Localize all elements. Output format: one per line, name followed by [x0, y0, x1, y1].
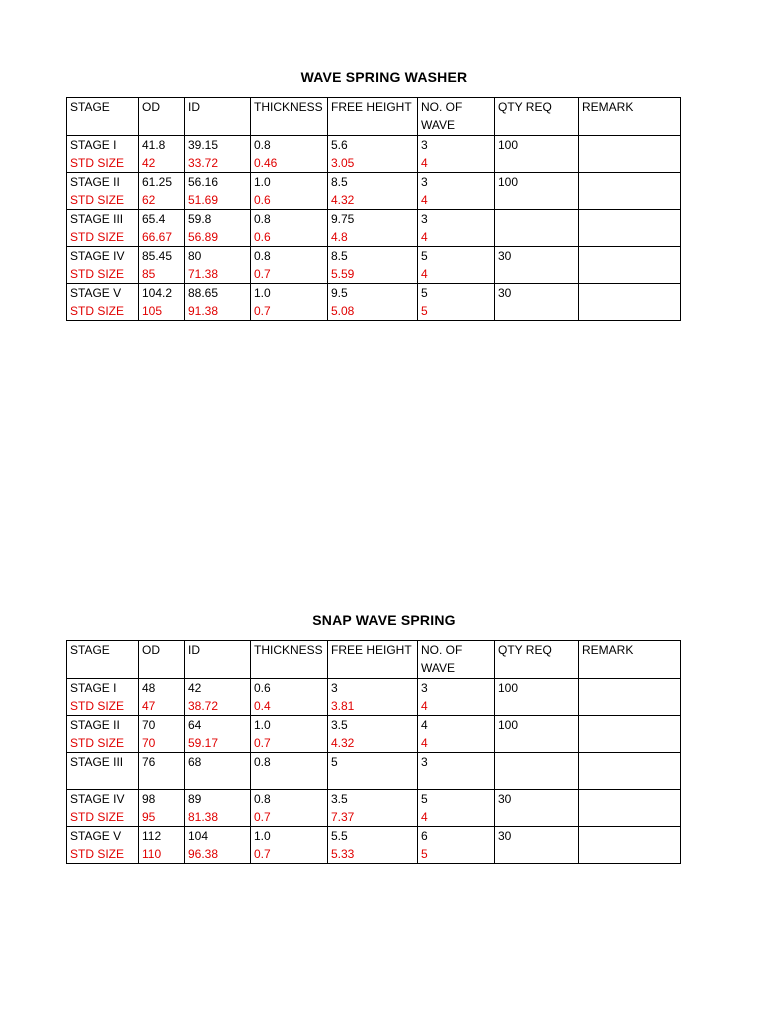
id-value: 42	[188, 681, 202, 695]
free-height-cell	[328, 247, 418, 284]
stage-std-value: STD SIZE	[70, 846, 125, 861]
id-std-value: 38.72	[188, 698, 219, 713]
od-value: 104.2	[142, 286, 173, 300]
stage-cell	[67, 716, 139, 753]
free-height-value: 9.5	[331, 286, 348, 300]
table-header-row	[67, 98, 681, 136]
thickness-std-value: 0.4	[254, 698, 271, 713]
thickness-value: 0.8	[254, 755, 271, 769]
thickness-value: 1.0	[254, 718, 271, 732]
thickness-std-value: 0.7	[254, 846, 271, 861]
stage-cell	[67, 210, 139, 247]
id-value: 104	[188, 829, 209, 843]
qty-value: 30	[498, 829, 512, 843]
table-row	[67, 136, 681, 173]
qty-value	[498, 754, 578, 772]
stage-cell	[67, 247, 139, 284]
stage-value: STAGE V	[70, 286, 122, 300]
id-value: 89	[188, 792, 202, 806]
stage-std-value: STD SIZE	[70, 266, 125, 281]
wave-spring-washer-table	[66, 97, 681, 321]
thickness-cell	[251, 827, 328, 864]
free-height-cell	[328, 679, 418, 716]
free-height-value: 9.75	[331, 212, 355, 226]
thickness-value: 1.0	[254, 175, 271, 189]
waves-cell	[418, 679, 495, 716]
od-cell	[139, 679, 185, 716]
waves-value: 5	[421, 249, 428, 263]
free-height-cell	[328, 210, 418, 247]
remark-value	[582, 211, 680, 229]
free-height-std-value: 3.05	[331, 155, 355, 170]
waves-value: 3	[421, 175, 428, 189]
id-cell	[185, 173, 251, 210]
thickness-value: 0.8	[254, 792, 271, 806]
od-cell	[139, 247, 185, 284]
id-cell	[185, 679, 251, 716]
header-stage: STAGE	[67, 641, 139, 679]
od-std-value: 95	[142, 809, 156, 824]
header-free-height: FREE HEIGHT	[328, 98, 418, 136]
qty-value: 30	[498, 792, 512, 806]
remark-value	[582, 791, 680, 809]
id-std-value: 56.89	[188, 229, 219, 244]
stage-value: STAGE I	[70, 138, 117, 152]
header-remark: REMARK	[579, 641, 681, 679]
stage-std-value: STD SIZE	[70, 809, 125, 824]
stage-cell	[67, 753, 139, 790]
stage-value: STAGE I	[70, 681, 117, 695]
id-value: 39.15	[188, 138, 219, 152]
remark-cell	[579, 136, 681, 173]
header-thickness: THICKNESS	[251, 641, 328, 679]
thickness-cell	[251, 716, 328, 753]
od-value: 70	[142, 718, 156, 732]
id-std-value: 59.17	[188, 735, 219, 750]
free-height-cell	[328, 790, 418, 827]
qty-cell	[495, 136, 579, 173]
id-std-value: 91.38	[188, 303, 219, 318]
remark-value	[582, 248, 680, 266]
qty-value: 30	[498, 286, 512, 300]
free-height-value: 8.5	[331, 249, 348, 263]
waves-cell	[418, 827, 495, 864]
remark-cell	[579, 173, 681, 210]
stage-value: STAGE II	[70, 718, 120, 732]
free-height-std-value: 4.8	[331, 229, 348, 244]
id-value: 59.8	[188, 212, 212, 226]
remark-cell	[579, 679, 681, 716]
stage-value: STAGE IV	[70, 792, 125, 806]
thickness-std-value: 0.7	[254, 735, 271, 750]
id-std-value: 96.38	[188, 846, 219, 861]
thickness-value: 0.8	[254, 249, 271, 263]
waves-cell	[418, 173, 495, 210]
od-std-value: 47	[142, 698, 156, 713]
remark-cell	[579, 716, 681, 753]
stage-std-value: STD SIZE	[70, 155, 125, 170]
free-height-value: 5.6	[331, 138, 348, 152]
stage-cell	[67, 136, 139, 173]
remark-value	[582, 754, 680, 772]
qty-value: 100	[498, 175, 519, 189]
remark-value	[582, 680, 680, 698]
header-no-of-wave: NO. OF WAVE	[418, 641, 495, 679]
id-value: 56.16	[188, 175, 219, 189]
free-height-std-value: 3.81	[331, 698, 355, 713]
id-value: 80	[188, 249, 202, 263]
od-value: 61.25	[142, 175, 173, 189]
thickness-cell	[251, 753, 328, 790]
stage-cell	[67, 173, 139, 210]
thickness-value: 0.8	[254, 138, 271, 152]
free-height-value: 5.5	[331, 829, 348, 843]
waves-value: 3	[421, 138, 428, 152]
table-row	[67, 210, 681, 247]
od-value: 65.4	[142, 212, 166, 226]
od-cell	[139, 753, 185, 790]
thickness-cell	[251, 247, 328, 284]
qty-value: 100	[498, 718, 519, 732]
table-row	[67, 790, 681, 827]
remark-cell	[579, 210, 681, 247]
free-height-cell	[328, 716, 418, 753]
od-cell	[139, 136, 185, 173]
free-height-value: 3.5	[331, 718, 348, 732]
od-std-value: 62	[142, 192, 156, 207]
waves-std-value: 4	[421, 698, 428, 713]
remark-cell	[579, 247, 681, 284]
table-row	[67, 716, 681, 753]
od-cell	[139, 210, 185, 247]
od-cell	[139, 716, 185, 753]
id-cell	[185, 716, 251, 753]
remark-value	[582, 717, 680, 735]
qty-cell	[495, 679, 579, 716]
qty-cell	[495, 716, 579, 753]
header-remark: REMARK	[579, 98, 681, 136]
id-cell	[185, 247, 251, 284]
stage-std-value: STD SIZE	[70, 229, 125, 244]
waves-std-value: 4	[421, 155, 428, 170]
od-cell	[139, 284, 185, 321]
od-value: 112	[142, 829, 162, 843]
thickness-value: 1.0	[254, 829, 271, 843]
remark-cell	[579, 827, 681, 864]
snap-wave-spring-title: SNAP WAVE SPRING	[312, 612, 456, 628]
stage-cell	[67, 284, 139, 321]
table-row	[67, 679, 681, 716]
od-std-value: 42	[142, 155, 156, 170]
wave-spring-washer-title: WAVE SPRING WASHER	[300, 69, 468, 85]
stage-std-value: STD SIZE	[70, 303, 125, 318]
thickness-value: 0.6	[254, 681, 271, 695]
id-cell	[185, 827, 251, 864]
thickness-std-value: 0.6	[254, 229, 271, 244]
od-value: 98	[142, 792, 156, 806]
od-value: 48	[142, 681, 156, 695]
thickness-value: 0.8	[254, 212, 271, 226]
waves-cell	[418, 753, 495, 790]
free-height-cell	[328, 284, 418, 321]
free-height-cell	[328, 136, 418, 173]
header-id: ID	[185, 641, 251, 679]
stage-value: STAGE III	[70, 755, 124, 769]
od-std-value: 70	[142, 735, 156, 750]
od-cell	[139, 173, 185, 210]
id-std-value: 71.38	[188, 266, 219, 281]
waves-cell	[418, 247, 495, 284]
stage-std-value: STD SIZE	[70, 698, 125, 713]
free-height-value: 5	[331, 755, 338, 769]
free-height-std-value: 5.59	[331, 266, 355, 281]
waves-cell	[418, 210, 495, 247]
thickness-cell	[251, 284, 328, 321]
table-row	[67, 173, 681, 210]
table-header-row	[67, 641, 681, 679]
qty-value: 30	[498, 249, 512, 263]
id-cell	[185, 753, 251, 790]
qty-cell	[495, 753, 579, 790]
od-value: 76	[142, 755, 156, 769]
free-height-value: 3	[331, 681, 338, 695]
stage-cell	[67, 827, 139, 864]
remark-value	[582, 174, 680, 192]
qty-cell	[495, 284, 579, 321]
waves-cell	[418, 284, 495, 321]
id-std-value: 81.38	[188, 809, 219, 824]
thickness-cell	[251, 210, 328, 247]
id-value: 64	[188, 718, 202, 732]
qty-cell	[495, 210, 579, 247]
thickness-cell	[251, 679, 328, 716]
table-row	[67, 753, 681, 790]
waves-cell	[418, 790, 495, 827]
snap-wave-spring-table	[66, 640, 681, 864]
header-qty-req: QTY REQ	[495, 98, 579, 136]
remark-cell	[579, 790, 681, 827]
qty-cell	[495, 827, 579, 864]
waves-std-value: 4	[421, 735, 428, 750]
table-row	[67, 247, 681, 284]
qty-value: 100	[498, 681, 519, 695]
thickness-value: 1.0	[254, 286, 271, 300]
stage-std-value: STD SIZE	[70, 735, 125, 750]
stage-value: STAGE II	[70, 175, 120, 189]
waves-std-value: 4	[421, 192, 428, 207]
remark-cell	[579, 753, 681, 790]
od-value: 85.45	[142, 249, 173, 263]
stage-value: STAGE IV	[70, 249, 125, 263]
stage-std-value: STD SIZE	[70, 192, 125, 207]
header-od: OD	[139, 641, 185, 679]
free-height-std-value: 4.32	[331, 735, 355, 750]
thickness-std-value: 0.6	[254, 192, 271, 207]
qty-value: 100	[498, 138, 519, 152]
waves-value: 3	[421, 681, 428, 695]
qty-cell	[495, 247, 579, 284]
thickness-std-value: 0.7	[254, 303, 271, 318]
free-height-cell	[328, 827, 418, 864]
free-height-cell	[328, 173, 418, 210]
remark-cell	[579, 284, 681, 321]
od-value: 41.8	[142, 138, 166, 152]
id-cell	[185, 136, 251, 173]
free-height-cell	[328, 753, 418, 790]
waves-value: 3	[421, 212, 428, 226]
header-stage: STAGE	[67, 98, 139, 136]
waves-value: 5	[421, 792, 428, 806]
qty-cell	[495, 790, 579, 827]
thickness-std-value: 0.7	[254, 809, 271, 824]
qty-cell	[495, 173, 579, 210]
id-std-value: 51.69	[188, 192, 219, 207]
remark-value	[582, 828, 680, 846]
id-cell	[185, 210, 251, 247]
id-value: 68	[188, 755, 202, 769]
od-std-value: 85	[142, 266, 156, 281]
stage-value: STAGE III	[70, 212, 124, 226]
stage-cell	[67, 790, 139, 827]
remark-value	[582, 285, 680, 303]
waves-std-value: 4	[421, 229, 428, 244]
header-free-height: FREE HEIGHT	[328, 641, 418, 679]
waves-value: 6	[421, 829, 428, 843]
waves-std-value: 5	[421, 846, 428, 861]
thickness-cell	[251, 790, 328, 827]
id-std-value: 33.72	[188, 155, 219, 170]
free-height-std-value: 5.33	[331, 846, 355, 861]
thickness-std-value: 0.7	[254, 266, 271, 281]
free-height-std-value: 5.08	[331, 303, 355, 318]
waves-std-value: 4	[421, 266, 428, 281]
header-thickness: THICKNESS	[251, 98, 328, 136]
od-cell	[139, 827, 185, 864]
waves-value: 3	[421, 755, 428, 769]
header-qty-req: QTY REQ	[495, 641, 579, 679]
stage-cell	[67, 679, 139, 716]
thickness-std-value: 0.46	[254, 155, 278, 170]
waves-std-value: 4	[421, 809, 428, 824]
header-od: OD	[139, 98, 185, 136]
thickness-cell	[251, 136, 328, 173]
free-height-value: 3.5	[331, 792, 348, 806]
od-std-value: 66.67	[142, 229, 173, 244]
od-std-value: 110	[142, 846, 162, 861]
header-no-of-wave: NO. OF WAVE	[418, 98, 495, 136]
free-height-std-value: 4.32	[331, 192, 355, 207]
od-std-value: 105	[142, 303, 163, 318]
waves-cell	[418, 136, 495, 173]
header-id: ID	[185, 98, 251, 136]
id-value: 88.65	[188, 286, 219, 300]
qty-value	[498, 211, 578, 229]
remark-value	[582, 137, 680, 155]
id-cell	[185, 284, 251, 321]
id-cell	[185, 790, 251, 827]
stage-value: STAGE V	[70, 829, 122, 843]
table-row	[67, 827, 681, 864]
waves-std-value: 5	[421, 303, 428, 318]
waves-cell	[418, 716, 495, 753]
thickness-cell	[251, 173, 328, 210]
waves-value: 5	[421, 286, 428, 300]
free-height-std-value: 7.37	[331, 809, 355, 824]
waves-value: 4	[421, 718, 428, 732]
free-height-value: 8.5	[331, 175, 348, 189]
od-cell	[139, 790, 185, 827]
table-row	[67, 284, 681, 321]
